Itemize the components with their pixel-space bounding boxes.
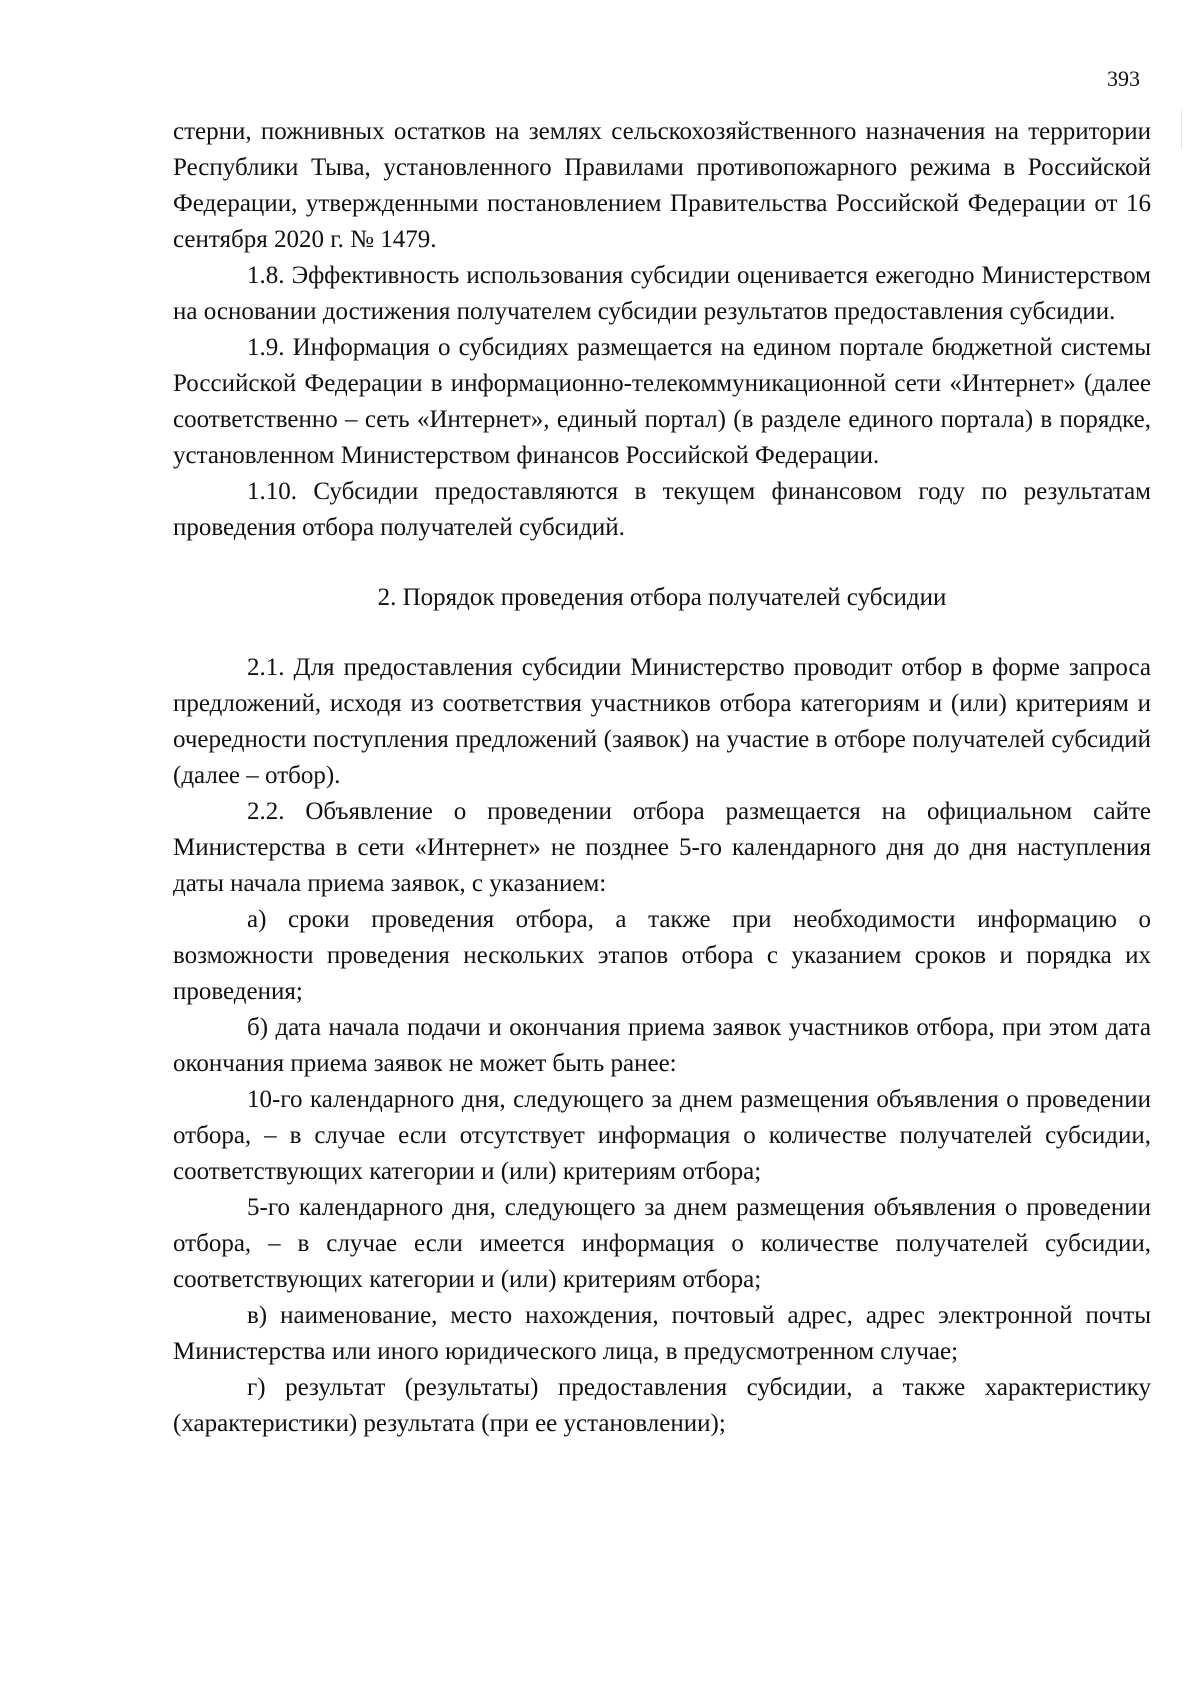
paragraph-2-1: 2.1. Для предоставления субсидии Министерство проводит отбор в форме запроса предложений, исходя из соответствия участников отбора категориям и (или) критериям и очередности поступления предложений (заявок) на участие в отборе получателей субсидий (далее – отбор). <box>173 654 1151 789</box>
paragraph-1-9: 1.9. Информация о субсидиях размещается на едином портале бюджетной системы Российской Федерации в информационно-телекоммуникационной сети «Интернет» (далее соответственно – сеть «Интернет», единый портал) (в разделе единого портала) в порядке, установленном Министерством финансов Российской Федерации. <box>173 334 1151 469</box>
sub-item-10th-day: 10-го календарного дня, следующего за днем размещения объявления о проведении отбора, – в случае если отсутствует информация о количестве получателей субсидии, соответствующих категории и (или) критериям отбора; <box>173 1086 1151 1185</box>
paragraph: стерни, пожнивных остатков на землях сельскохозяйственного назначения на территории Республики Тыва, установленного Правилами противопожарного режима в Российской Федерации, утвержденными постановлением Правительства Российской Федерации от 16 сентября 2020 г. № 1479. <box>173 118 1151 253</box>
sub-item-5th-day: 5-го календарного дня, следующего за днем размещения объявления о проведении отбора, – в случае если имеется информация о количестве получателей субсидии, соответствующих категории и (или) критериям отбора; <box>173 1194 1151 1293</box>
section-heading: 2. Порядок проведения отбора получателей субсидии <box>377 584 947 611</box>
list-item-g: г) результат (результаты) предоставления субсидии, а также характеристику (характеристики) результата (при ее установлении); <box>173 1374 1151 1437</box>
scan-edge-mark <box>1181 110 1182 150</box>
list-item-b: б) дата начала подачи и окончания приема заявок участников отбора, при этом дата окончания приема заявок не может быть ранее: <box>173 1014 1151 1077</box>
paragraph-2-2: 2.2. Объявление о проведении отбора размещается на официальном сайте Министерства в сети «Интернет» не позднее 5-го календарного дня до дня наступления даты начала приема заявок, с указанием: <box>173 798 1151 897</box>
page-number: 393 <box>1107 66 1140 91</box>
paragraph-1-8: 1.8. Эффективность использования субсидии оценивается ежегодно Министерством на основании достижения получателем субсидии результатов предоставления субсидии. <box>173 262 1151 325</box>
list-item-v: в) наименование, место нахождения, почтовый адрес, адрес электронной почты Министерства или иного юридического лица, в предусмотренном случае; <box>173 1302 1151 1365</box>
list-item-a: а) сроки проведения отбора, а также при необходимости информацию о возможности проведения нескольких этапов отбора с указанием сроков и порядка их проведения; <box>173 906 1151 1005</box>
document-body <box>173 114 1151 1442</box>
paragraph-1-10: 1.10. Субсидии предоставляются в текущем финансовом году по результатам проведения отбора получателей субсидий. <box>173 478 1151 541</box>
